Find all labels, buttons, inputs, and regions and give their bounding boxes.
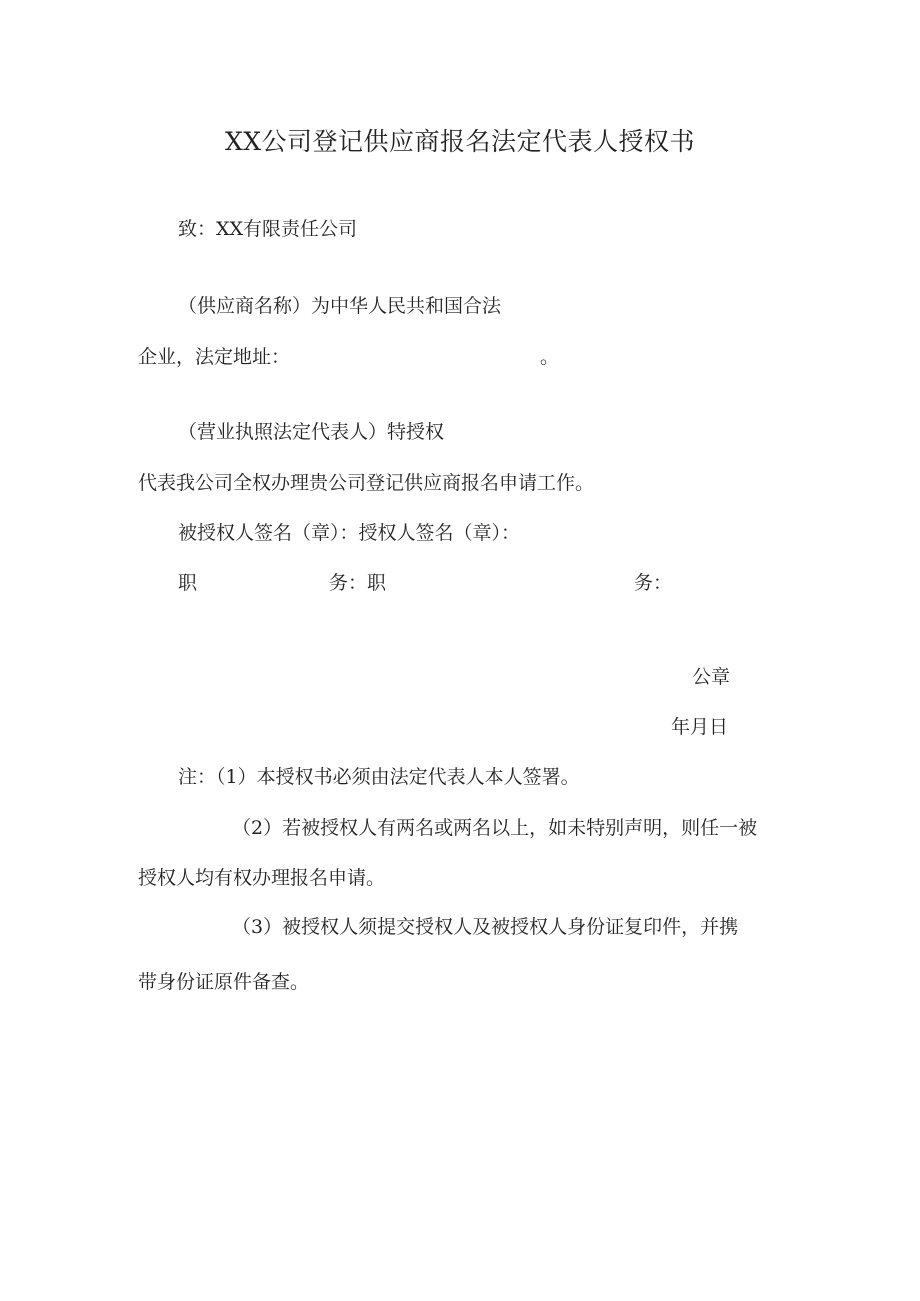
position-label-b: 务：职 [329, 572, 387, 594]
signature-line: 被授权人签名（章）：授权人签名（章）： [178, 522, 521, 544]
company-seal-label: 公章 [692, 666, 731, 688]
date-label: 年月日 [671, 716, 729, 738]
position-label-a: 职 [178, 572, 198, 594]
note-3-line-1: （3）被授权人须提交授权人及被授权人身份证复印件，并携 [232, 916, 739, 938]
supplier-name-line: （供应商名称）为中华人民共和国合法 [178, 295, 502, 317]
position-label-c: 务： [634, 572, 673, 594]
authorization-scope-line: 代表我公司全权办理贵公司登记供应商报名申请工作。 [138, 472, 595, 494]
note-1: 注：（1）本授权书必须由法定代表人本人签署。 [178, 766, 580, 788]
note-3-line-2: 带身份证原件备查。 [138, 971, 310, 993]
legal-address-end: 。 [540, 346, 560, 368]
recipient-line: 致：XX有限责任公司 [178, 218, 358, 240]
document-title: XX公司登记供应商报名法定代表人授权书 [224, 127, 696, 156]
note-2-line-2: 授权人均有权办理报名申请。 [138, 867, 386, 889]
note-2-line-1: （2）若被授权人有两名或两名以上，如未特别声明，则任一被 [232, 817, 758, 839]
legal-address-label: 企业，法定地址： [138, 346, 291, 368]
legal-rep-line: （营业执照法定代表人）特授权 [178, 421, 445, 443]
